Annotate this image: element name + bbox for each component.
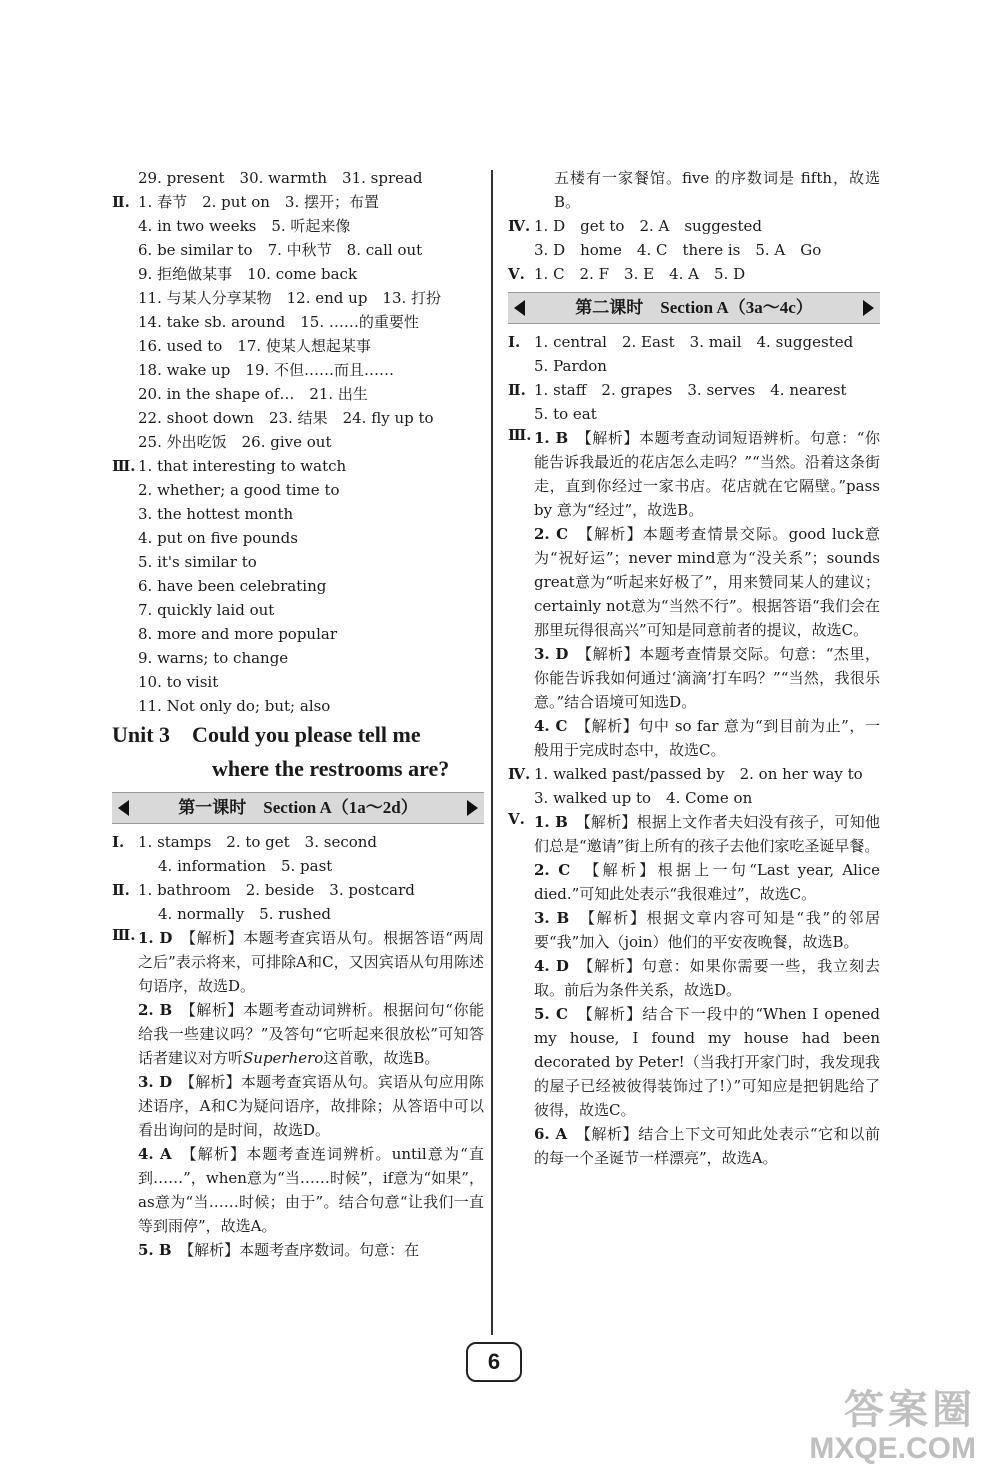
s1-part-III	[112, 926, 484, 1262]
arrow-right-icon	[467, 800, 478, 816]
part-II	[112, 190, 484, 454]
answer-line: 3. D home 4. C there is 5. A Go	[534, 241, 822, 259]
part-numeral: Ⅴ.	[508, 265, 525, 283]
answer-line: 5. Pardon	[534, 357, 607, 375]
item-text: 【解析】句意：如果你需要一些，我立刻去取。前后为条件关系，故选D。	[534, 957, 880, 999]
explanation-item	[508, 1002, 880, 1122]
explanation-item	[508, 858, 880, 906]
item-lead: 2. C	[534, 525, 569, 543]
answer-line: 2. whether; a good time to	[138, 481, 340, 499]
s2-part-V	[508, 810, 880, 1170]
answer-line: 4. normally 5. rushed	[158, 905, 331, 923]
answer-line: 1. staff 2. grapes 3. serves 4. nearest	[534, 381, 847, 399]
item-lead: 5. C	[534, 1005, 568, 1023]
answer-line: 5. it's similar to	[138, 553, 257, 571]
item-lead: 3. D	[138, 1073, 173, 1091]
explanation-item	[112, 926, 484, 998]
item-lead: 1. B	[534, 429, 569, 447]
s1-part-II	[112, 878, 484, 926]
watermark-url: MXQE.COM	[809, 1432, 976, 1465]
section-title: 第二课时 Section A（3a～4c）	[575, 298, 813, 317]
part-IV	[508, 214, 880, 262]
item-lead: 2. C	[534, 861, 571, 879]
explanation-item	[508, 954, 880, 1002]
part-III	[112, 454, 484, 718]
arrow-left-icon	[118, 800, 129, 816]
answer-line: 4. information 5. past	[158, 857, 333, 875]
answer-line: 4. in two weeks 5. 听起来像	[138, 217, 351, 235]
explanation-item	[508, 642, 880, 714]
item-text: 【解析】本题考查情景交际。good luck意为“祝好运”；never mind意为“没关系”；sounds great意为“听起来好极了”，用来赞同某人的建议；certainly not意为“当然不行”。根据答语“我们会在那里玩得很高兴”可知是同意前者的提议，故选C。	[534, 525, 880, 639]
answer-line: 9. 拒绝做某事 10. come back	[138, 265, 358, 283]
item-text: 【解析】本题考查情景交际。句意：“杰里，你能告诉我如何通过‘滴滴’打车吗？”“当然，我很乐意。”结合语境可知选D。	[534, 645, 880, 711]
answer-line: 7. quickly laid out	[138, 601, 275, 619]
item-text-tail: 这首歌，故选B。	[323, 1049, 440, 1067]
answer-line: 22. shoot down 23. 结果 24. fly up to	[138, 409, 434, 427]
explanation-item	[112, 998, 484, 1070]
item-lead: 3. D	[534, 645, 569, 663]
item-text: 【解析】根据上文作者夫妇没有孩子，可知他们总是“邀请”街上所有的孩子去他们家吃圣诞早餐。	[534, 813, 880, 855]
section-header	[508, 292, 880, 324]
answer-line: 5. to eat	[534, 405, 597, 423]
unit-title	[112, 718, 484, 786]
unit-title-line2: where the restrooms are?	[212, 756, 450, 781]
explanation-item	[508, 714, 880, 762]
answer-line: 20. in the shape of… 21. 出生	[138, 385, 368, 403]
answer-line: 1. walked past/passed by 2. on her way to	[534, 765, 863, 783]
part-numeral: Ⅰ.	[112, 833, 125, 851]
continued-explanation: 五楼有一家餐馆。five 的序数词是 fifth，故选B。	[554, 169, 880, 211]
explanation-item	[112, 1238, 484, 1262]
part-numeral: Ⅲ.	[508, 426, 532, 444]
answer-line: 25. 外出吃饭 26. give out	[138, 433, 332, 451]
item-text: 【解析】结合上下文可知此处表示“它和以前的每一个圣诞节一样漂亮”，故选A。	[534, 1125, 880, 1167]
answer-line: 3. the hottest month	[138, 505, 294, 523]
answer-line: 1. that interesting to watch	[138, 457, 347, 475]
answer-line: 6. have been celebrating	[138, 577, 327, 595]
item-lead: 5. B	[138, 1241, 172, 1259]
explanation-item	[508, 906, 880, 954]
part-numeral: Ⅳ.	[508, 765, 531, 783]
item-text: 【解析】本题考查宾语从句。宾语从句应用陈述语序，A和C为疑问语序，故排除；从答语中可以看出询问的是时间，故选D。	[138, 1073, 484, 1139]
item-italic: Superhero	[243, 1049, 324, 1067]
part-numeral: Ⅱ.	[112, 881, 130, 899]
explanation-item	[508, 810, 880, 858]
answer-line: 6. be similar to 7. 中秋节 8. call out	[138, 241, 423, 259]
explanation-item	[508, 426, 880, 522]
item-lead: 4. A	[138, 1145, 172, 1163]
section-title: 第一课时 Section A（1a～2d）	[178, 798, 418, 817]
s2-part-I	[508, 330, 880, 378]
answer-line: 1. stamps 2. to get 3. second	[138, 833, 378, 851]
s1-part-I	[112, 830, 484, 878]
item-text: 【解析】本题考查动词辨析。根据问句“你能给我一些建议吗？”及答句“它听起来很放松”可知答话者建议对方听	[138, 1001, 485, 1067]
item-lead: 1. B	[534, 813, 568, 831]
explanation-item	[508, 522, 880, 642]
section-header	[112, 792, 484, 824]
page-number: 6	[466, 1342, 522, 1382]
item-text: 【解析】本题考查序数词。句意：在	[186, 1241, 420, 1259]
answer-line: 8. more and more popular	[138, 625, 337, 643]
answer-line: 14. take sb. around 15. ……的重要性	[138, 313, 419, 331]
answer-line: 1. 春节 2. put on 3. 摆开；布置	[138, 193, 379, 211]
answer-line: 1. C 2. F 3. E 4. A 5. D	[534, 265, 746, 283]
part-numeral: Ⅳ.	[508, 217, 531, 235]
answer-line: 9. warns; to change	[138, 649, 289, 667]
item-text: 【解析】本题考查连词辨析。until意为“直到……”，when意为“当……时候”，if意为“如果”，as意为“当……时候；由于”。结合句意“让我们一直等到雨停”，故选A。	[138, 1145, 484, 1235]
answer-line: 1. central 2. East 3. mail 4. suggested	[534, 333, 854, 351]
explanation-item	[112, 1070, 484, 1142]
s2-part-III	[508, 426, 880, 762]
item-lead: 1. D	[138, 929, 173, 947]
answer-line: 11. Not only do; but; also	[138, 697, 331, 715]
s2-part-II	[508, 378, 880, 426]
column-divider	[491, 170, 493, 1335]
answer-line: 29. present 30. warmth 31. spread	[138, 169, 423, 187]
answer-line: 18. wake up 19. 不但……而且……	[138, 361, 395, 379]
explanation-item	[112, 1142, 484, 1238]
part-numeral: Ⅰ.	[508, 333, 521, 351]
item-text: 【解析】句中 so far 意为“到目前为止”，一般用于完成时态中，故选C。	[534, 717, 880, 759]
item-text: 【解析】本题考查宾语从句。根据答语“两周之后”表示将来，可排除A和C，又因宾语从句用陈述句语序，故选D。	[138, 929, 484, 995]
part-numeral: Ⅱ.	[112, 193, 130, 211]
right-column	[508, 166, 880, 1170]
answer-line: 1. bathroom 2. beside 3. postcard	[138, 881, 415, 899]
answer-line: 10. to visit	[138, 673, 219, 691]
arrow-right-icon	[863, 300, 874, 316]
answer-line: 16. used to 17. 使某人想起某事	[138, 337, 371, 355]
part-numeral: Ⅲ.	[112, 926, 136, 944]
unit-title-line1: Unit 3 Could you please tell me	[112, 722, 421, 747]
part-V	[508, 262, 880, 286]
item-lead: 4. D	[534, 957, 569, 975]
arrow-left-icon	[514, 300, 525, 316]
left-column	[112, 166, 484, 1262]
item-text: 【解析】根据文章内容可知是“我”的邻居要“我”加入（join）他们的平安夜晚餐，故选B。	[534, 909, 880, 951]
item-text: 【解析】本题考查动词短语辨析。句意：“你能告诉我最近的花店怎么走吗？”“当然。沿着这条街走，直到你经过一家书店。花店就在它隔壁。”pass by 意为“经过”，故选B。	[534, 429, 881, 519]
part-numeral: Ⅱ.	[508, 381, 526, 399]
answer-line: 11. 与某人分享某物 12. end up 13. 打扮	[138, 289, 442, 307]
answer-line: 3. walked up to 4. Come on	[534, 789, 753, 807]
item-lead: 2. B	[138, 1001, 173, 1019]
answer-line: 4. put on five pounds	[138, 529, 298, 547]
item-lead: 6. A	[534, 1125, 568, 1143]
item-lead: 3. B	[534, 909, 570, 927]
part-numeral: Ⅴ.	[508, 810, 525, 828]
item-text: 【解析】根据上一句“Last year, Alice died.”可知此处表示“我很难过”，故选C。	[534, 861, 880, 903]
part-numeral: Ⅲ.	[112, 457, 136, 475]
explanation-item	[508, 1122, 880, 1170]
s2-part-IV	[508, 762, 880, 810]
item-text: 【解析】结合下一段中的“When I opened my house, I found my house had been decorated by Peter!（当我打开家门时，我发现我的屋子已经被彼得装饰过了!）”可知应是把钥匙给了彼得，故选C。	[534, 1005, 880, 1119]
item-lead: 4. C	[534, 717, 568, 735]
watermark-logo	[809, 1388, 976, 1466]
answer-line: 1. D get to 2. A suggested	[534, 217, 762, 235]
watermark-text: 答案圈	[844, 1388, 976, 1432]
